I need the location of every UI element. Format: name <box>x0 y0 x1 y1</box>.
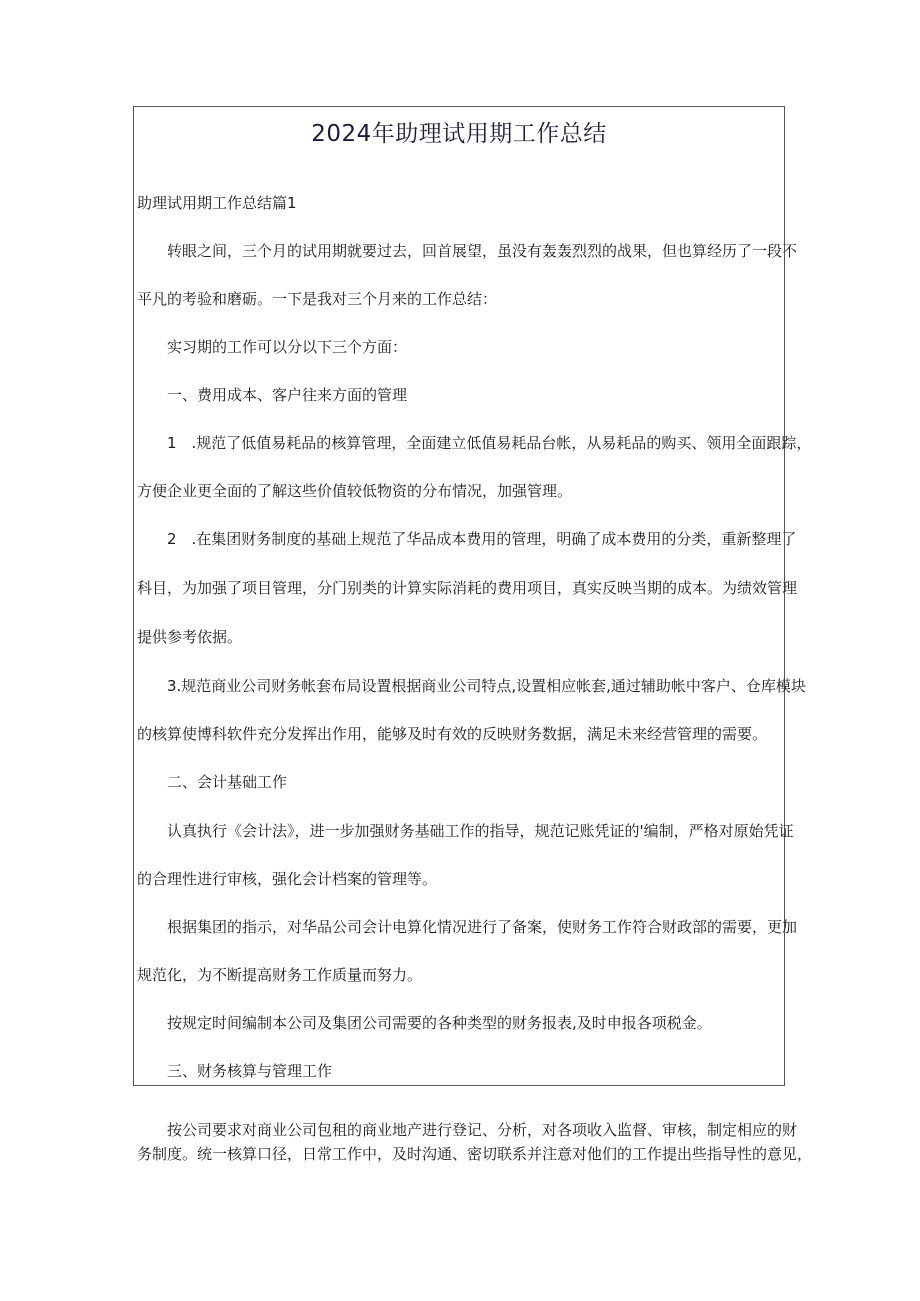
paragraph-line: 实习期的工作可以分以下三个方面： <box>167 338 408 356</box>
paragraph-line: 3.规范商业公司财务帐套布局设置根据商业公司特点,设置相应帐套,通过辅助帐中客户、仓库模块 <box>167 677 806 695</box>
paragraph-line: 平凡的考验和磨砺。一下是我对三个月来的工作总结： <box>137 290 498 308</box>
paragraph-line: 的合理性进行审核，强化会计档案的管理等。 <box>137 870 438 888</box>
paragraph-line: 转眼之间，三个月的试用期就要过去，回首展望，虽没有轰轰烈烈的战果，但也算经历了一段不 <box>167 242 798 260</box>
paragraph-line: 1 .规范了低值易耗品的核算管理，全面建立低值易耗品台帐，从易耗品的购买、领用全面跟踪， <box>167 434 812 452</box>
paragraph-line: 方便企业更全面的了解这些价值较低物资的分布情况，加强管理。 <box>137 482 573 500</box>
paragraph-line: 提供参考依据。 <box>137 628 243 646</box>
subheading-2: 二、会计基础工作 <box>167 773 288 791</box>
paragraph-line: 规范化，为不断提高财务工作质量而努力。 <box>137 966 423 984</box>
subheading-1: 一、费用成本、客户往来方面的管理 <box>167 386 408 404</box>
paragraph-line: 2 .在集团财务制度的基础上规范了华品成本费用的管理，明确了成本费用的分类，重新整理了 <box>167 530 797 548</box>
paragraph-line: 按公司要求对商业公司包租的商业地产进行登记、分析，对各项收入监督、审核，制定相应的财 <box>167 1121 798 1139</box>
paragraph-line: 的核算使博科软件充分发挥出作用，能够及时有效的反映财务数据，满足未来经营管理的需要。 <box>137 725 768 743</box>
section-heading: 助理试用期工作总结篇1 <box>137 194 297 212</box>
subheading-3: 三、财务核算与管理工作 <box>167 1062 333 1080</box>
page-title: 2024年助理试用期工作总结 <box>311 121 607 147</box>
paragraph-line: 务制度。统一核算口径，日常工作中，及时沟通、密切联系并注意对他们的工作提出些指导性的意见， <box>137 1145 813 1163</box>
paragraph-line: 科目，为加强了项目管理，分门别类的计算实际消耗的费用项目，真实反映当期的成本。为绩效管理 <box>137 579 798 597</box>
paragraph-line: 认真执行《会计法》，进一步加强财务基础工作的指导，规范记账凭证的'编制，严格对原始凭证 <box>167 822 794 840</box>
paragraph-line: 按规定时间编制本公司及集团公司需要的各种类型的财务报表,及时申报各项税金。 <box>167 1014 712 1032</box>
paragraph-line: 根据集团的指示，对华品公司会计电算化情况进行了备案，使财务工作符合财政部的需要，更加 <box>167 918 798 936</box>
document-frame <box>133 106 812 1086</box>
